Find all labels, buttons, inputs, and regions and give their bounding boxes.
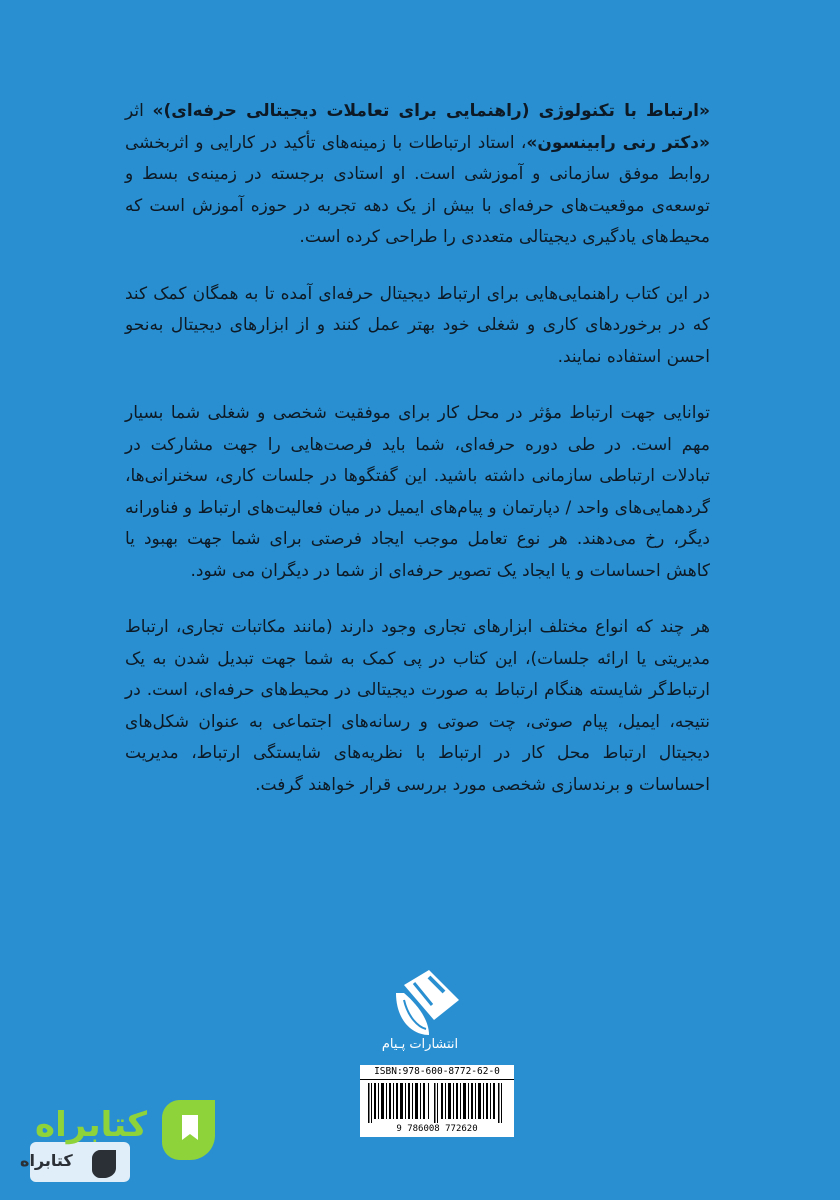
barcode [360, 1065, 514, 1137]
author-name: «دکتر رنی رابینسون» [526, 132, 710, 153]
text-segment: اثر [125, 101, 153, 121]
barcode-bars [368, 1083, 506, 1123]
paragraph-2: در این کتاب راهنمایی‌هایی برای ارتباط دیجیتال حرفه‌ای آمده تا به همگان کمک کند که در برخوردهای کاری و شغلی خود بهتر عمل کنند و از ابزارهای دیجیتال به‌نحو احسن استفاده نمایند. [125, 283, 710, 367]
paragraph-4: هر چند که انواع مختلف ابزارهای تجاری وجود دارند (مانند مکاتبات تجاری، ارتباط مدیریتی یا ارائه جلسات)، این کتاب در پی کمک به شما جهت تبدیل شدن به یک ارتباط‌گر شایسته هنگام ارتباط به صورت دیجیتالی در محیط‌های حرفه‌ای، است. در نتیجه، ایمیل، پیام صوتی، چت صوتی و رسانه‌های اجتماعی به عنوان شکل‌های دیجیتال ارتباط محل کار در ارتباط با نظریه‌های شایستگی ارتباط، مدیریت احساسات و برندسازی شخصی مورد بررسی قرار خواهند گرفت. [125, 617, 710, 795]
watermark-text-small: کتابراه [20, 1151, 73, 1170]
book-pages-logo-icon [374, 965, 474, 1045]
publisher-name: انتشارات پـیام [381, 1037, 459, 1052]
description-text [125, 96, 710, 826]
paragraph-3: توانایی جهت ارتباط مؤثر در محل کار برای موفقیت شخصی و شغلی شما بسیار مهم است. در طی دوره حرفه‌ای، شما باید فرصت‌هایی را جهت مشارکت در تبادلات ارتباطی سازمانی داشته باشید. این گفتگوها در جلسات کاری، سخنرانی‌ها، گردهمایی‌های واحد / دپارتمان و پیام‌های ایمیل در میان فعالیت‌های ارتباط و فناورانه دیگر، رخ می‌دهند. هر نوع تعامل موجب ایجاد فرصتی برای شما جهت بهبود یا کاهش احساسات و یا ایجاد یک تصویر حرفه‌ای از شما در دیگران می شود. [125, 403, 710, 581]
book-title-quote: «ارتباط با تکنولوژی (راهنمایی برای تعاملات دیجیتالی حرفه‌ای)» [152, 101, 710, 121]
barcode-number: 9 786008 772620 [396, 1124, 478, 1134]
paragraph-1 [125, 96, 710, 254]
watermark-text: کتابراه [35, 1105, 148, 1145]
isbn-label: ISBN:978-600-8772-62-0 [360, 1065, 514, 1080]
text-segment: ، استاد ارتباطات با زمینه‌های تأکید در کارایی و اثربخشی روابط موفق سازمانی و آموزشی است. او استادی برجسته در زمینه‌ی بسط و توسعه‌ی موقعیت‌های حرفه‌ای با بیش از یک دهه تجربه در حوزه آموزش است که محیط‌های یادگیری دیجیتالی متعددی را طراحی کرده است. [125, 132, 710, 247]
